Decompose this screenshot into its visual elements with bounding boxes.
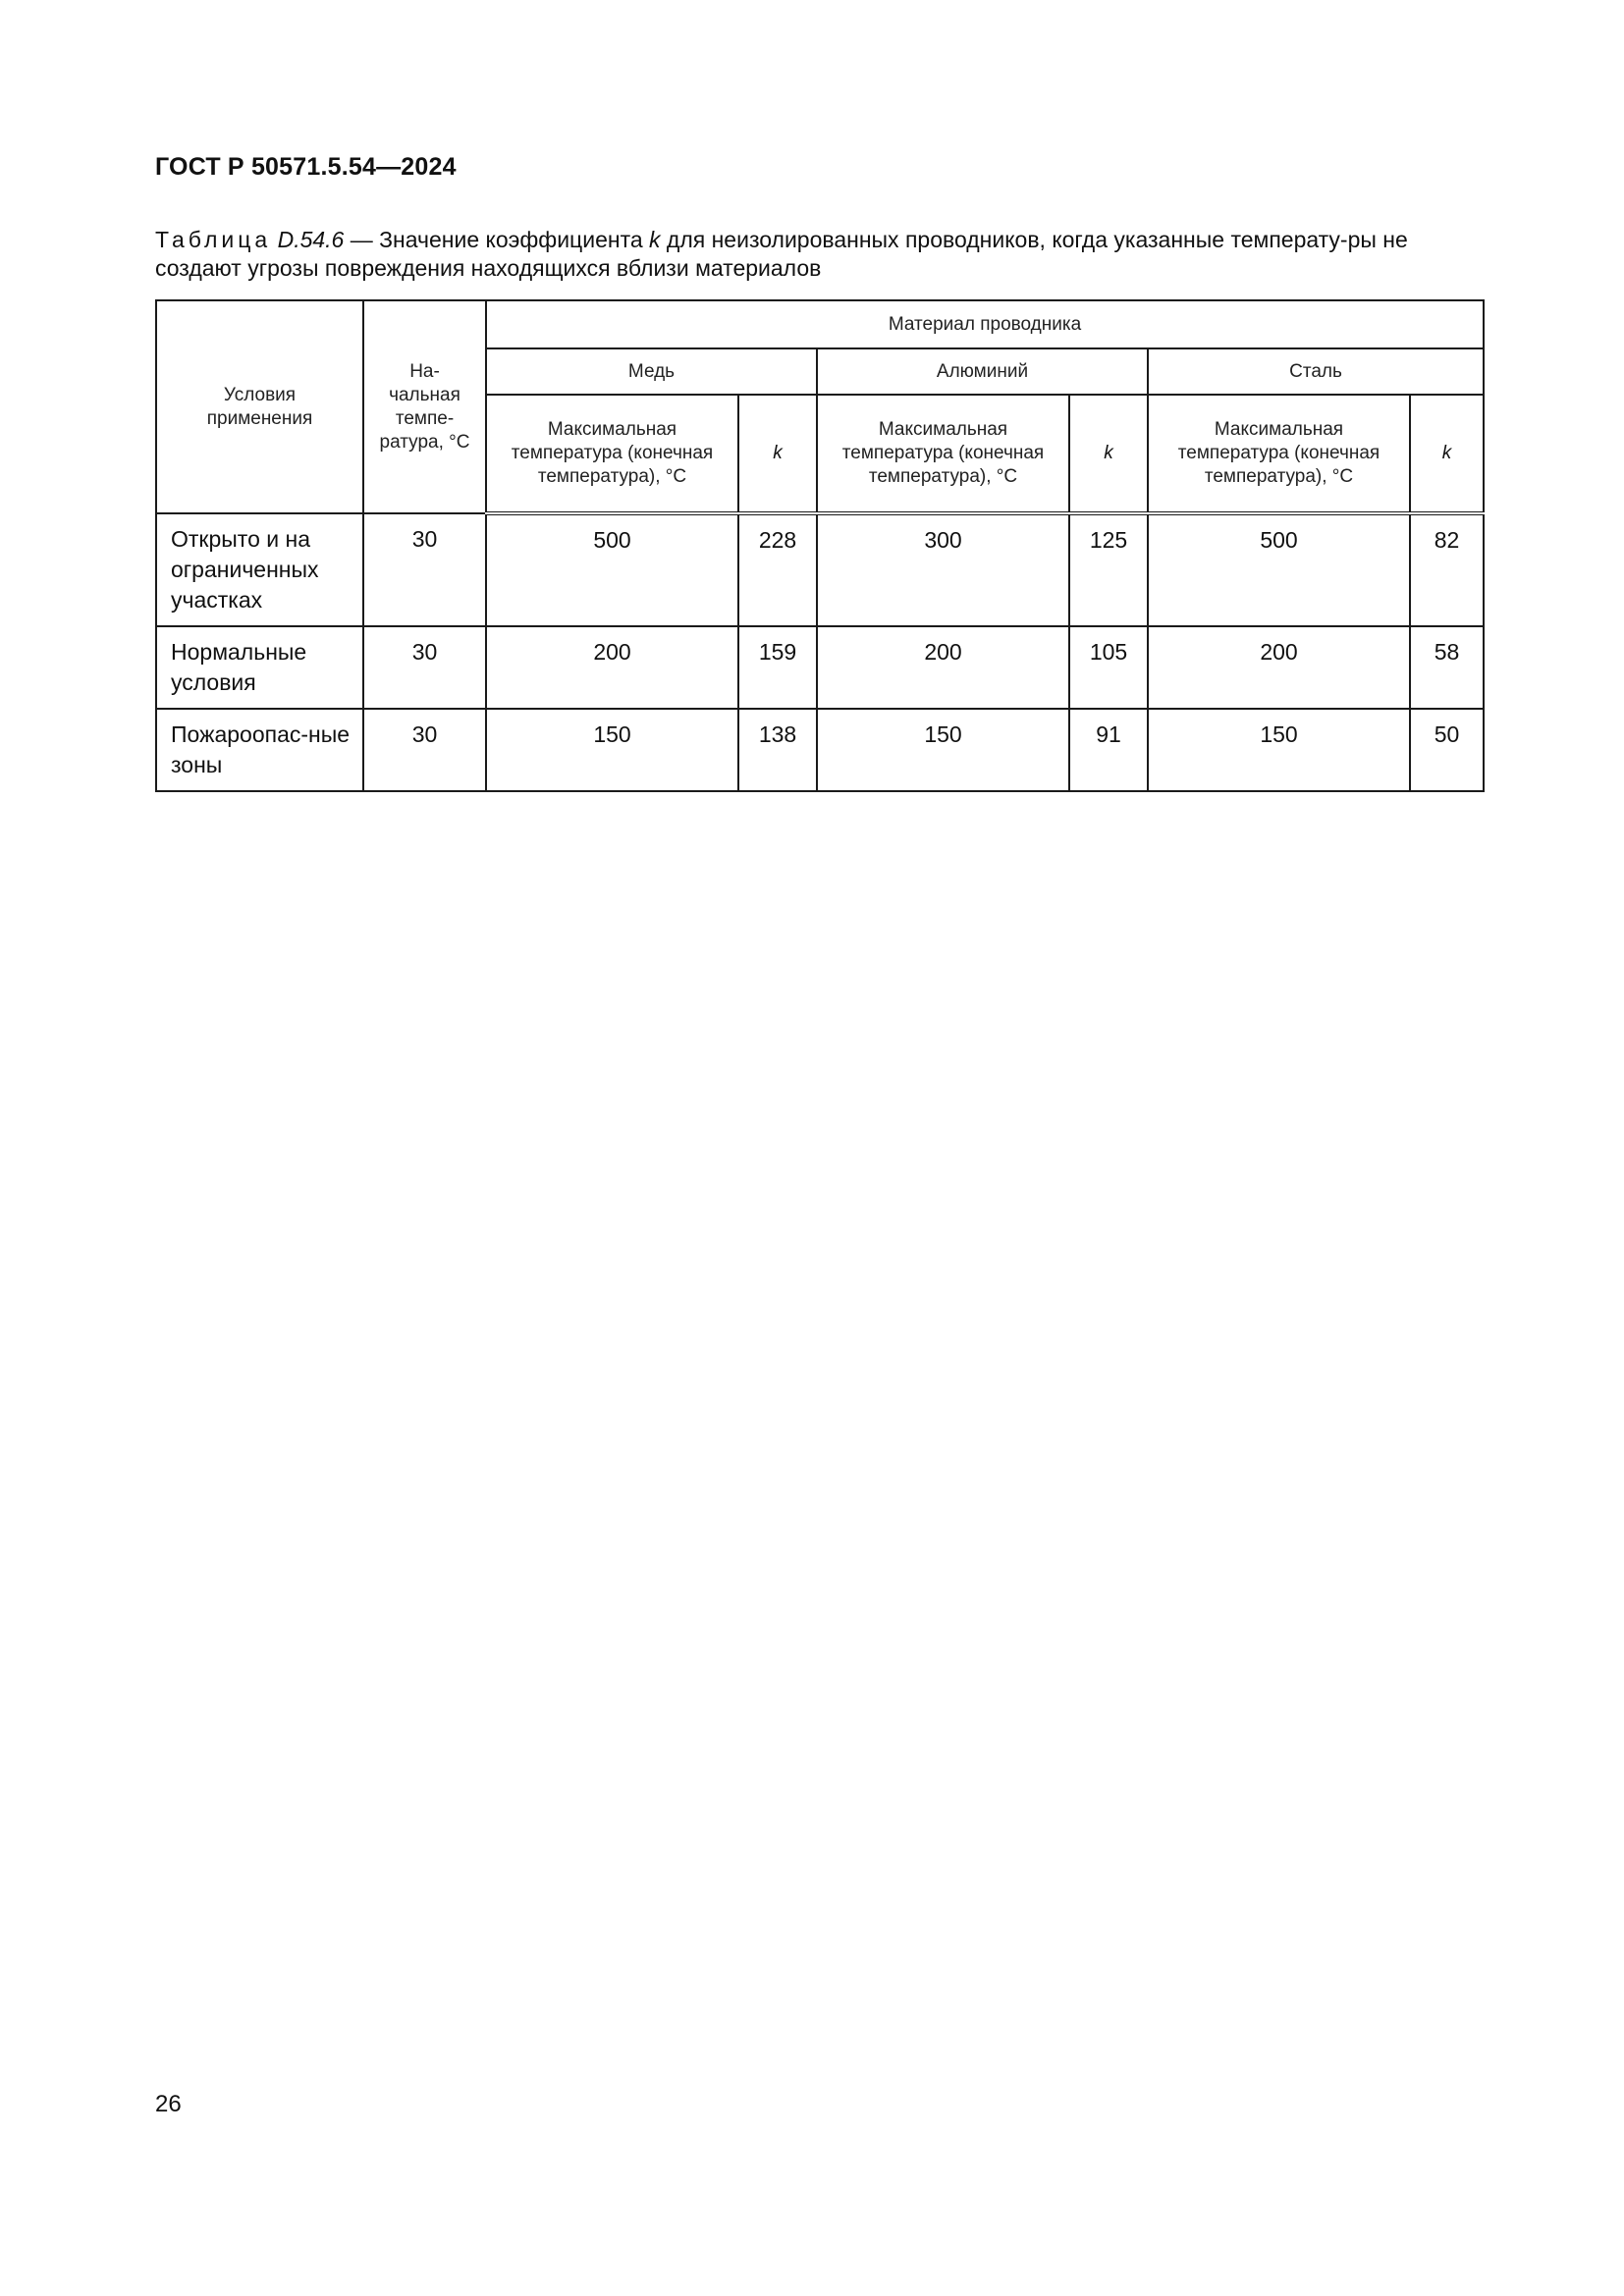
cell-copper-max-temperature: 500 [486, 513, 738, 626]
caption-text-after: для неизолированных проводников, когда указанные температу-ры не создают угрозы повреждения находящихся вблизи материалов [155, 227, 1408, 281]
cell-aluminium-k: 125 [1069, 513, 1148, 626]
header-steel-k: k [1410, 395, 1484, 513]
cell-aluminium-max-temperature: 300 [817, 513, 1069, 626]
cell-copper-max-temperature: 200 [486, 626, 738, 709]
cell-copper-max-temperature: 150 [486, 709, 738, 791]
cell-initial-temperature: 30 [363, 709, 486, 791]
cell-steel-max-temperature: 200 [1148, 626, 1410, 709]
cell-aluminium-k: 105 [1069, 626, 1148, 709]
header-material-steel: Сталь [1148, 348, 1484, 395]
cell-initial-temperature: 30 [363, 513, 486, 626]
cell-copper-k: 159 [738, 626, 817, 709]
cell-conditions: Пожароопас-ные зоны [156, 709, 363, 791]
table-row [156, 709, 1484, 791]
cell-steel-max-temperature: 150 [1148, 709, 1410, 791]
header-conductor-material: Материал проводника [486, 300, 1484, 348]
document-header: ГОСТ Р 50571.5.54—2024 [155, 153, 457, 181]
cell-aluminium-k: 91 [1069, 709, 1148, 791]
caption-label: Таблица [155, 227, 272, 252]
header-material-copper: Медь [486, 348, 817, 395]
cell-steel-k: 82 [1410, 513, 1484, 626]
header-initial-temperature: На-чальная темпе-ратура, °С [363, 300, 486, 513]
cell-aluminium-max-temperature: 150 [817, 709, 1069, 791]
coefficient-table [155, 299, 1485, 792]
header-steel-max-temperature: Максимальная температура (конечная температура), °С [1148, 395, 1410, 513]
cell-conditions: Нормальные условия [156, 626, 363, 709]
cell-steel-k: 50 [1410, 709, 1484, 791]
header-copper-max-temperature: Максимальная температура (конечная температура), °С [486, 395, 738, 513]
cell-aluminium-max-temperature: 200 [817, 626, 1069, 709]
header-material-aluminium: Алюминий [817, 348, 1148, 395]
cell-copper-k: 138 [738, 709, 817, 791]
header-aluminium-k: k [1069, 395, 1148, 513]
cell-steel-max-temperature: 500 [1148, 513, 1410, 626]
header-conditions: Условия применения [156, 300, 363, 513]
table-row [156, 626, 1484, 709]
table-row [156, 513, 1484, 626]
cell-copper-k: 228 [738, 513, 817, 626]
caption-k: k [649, 227, 661, 252]
cell-conditions: Открыто и на ограниченных участках [156, 513, 363, 626]
caption-text-before: — Значение коэффициента [344, 227, 650, 252]
caption-number: D.54.6 [277, 227, 345, 252]
table-caption [155, 226, 1481, 283]
cell-steel-k: 58 [1410, 626, 1484, 709]
header-copper-k: k [738, 395, 817, 513]
cell-initial-temperature: 30 [363, 626, 486, 709]
header-aluminium-max-temperature: Максимальная температура (конечная температура), °С [817, 395, 1069, 513]
page-number: 26 [155, 2091, 182, 2117]
